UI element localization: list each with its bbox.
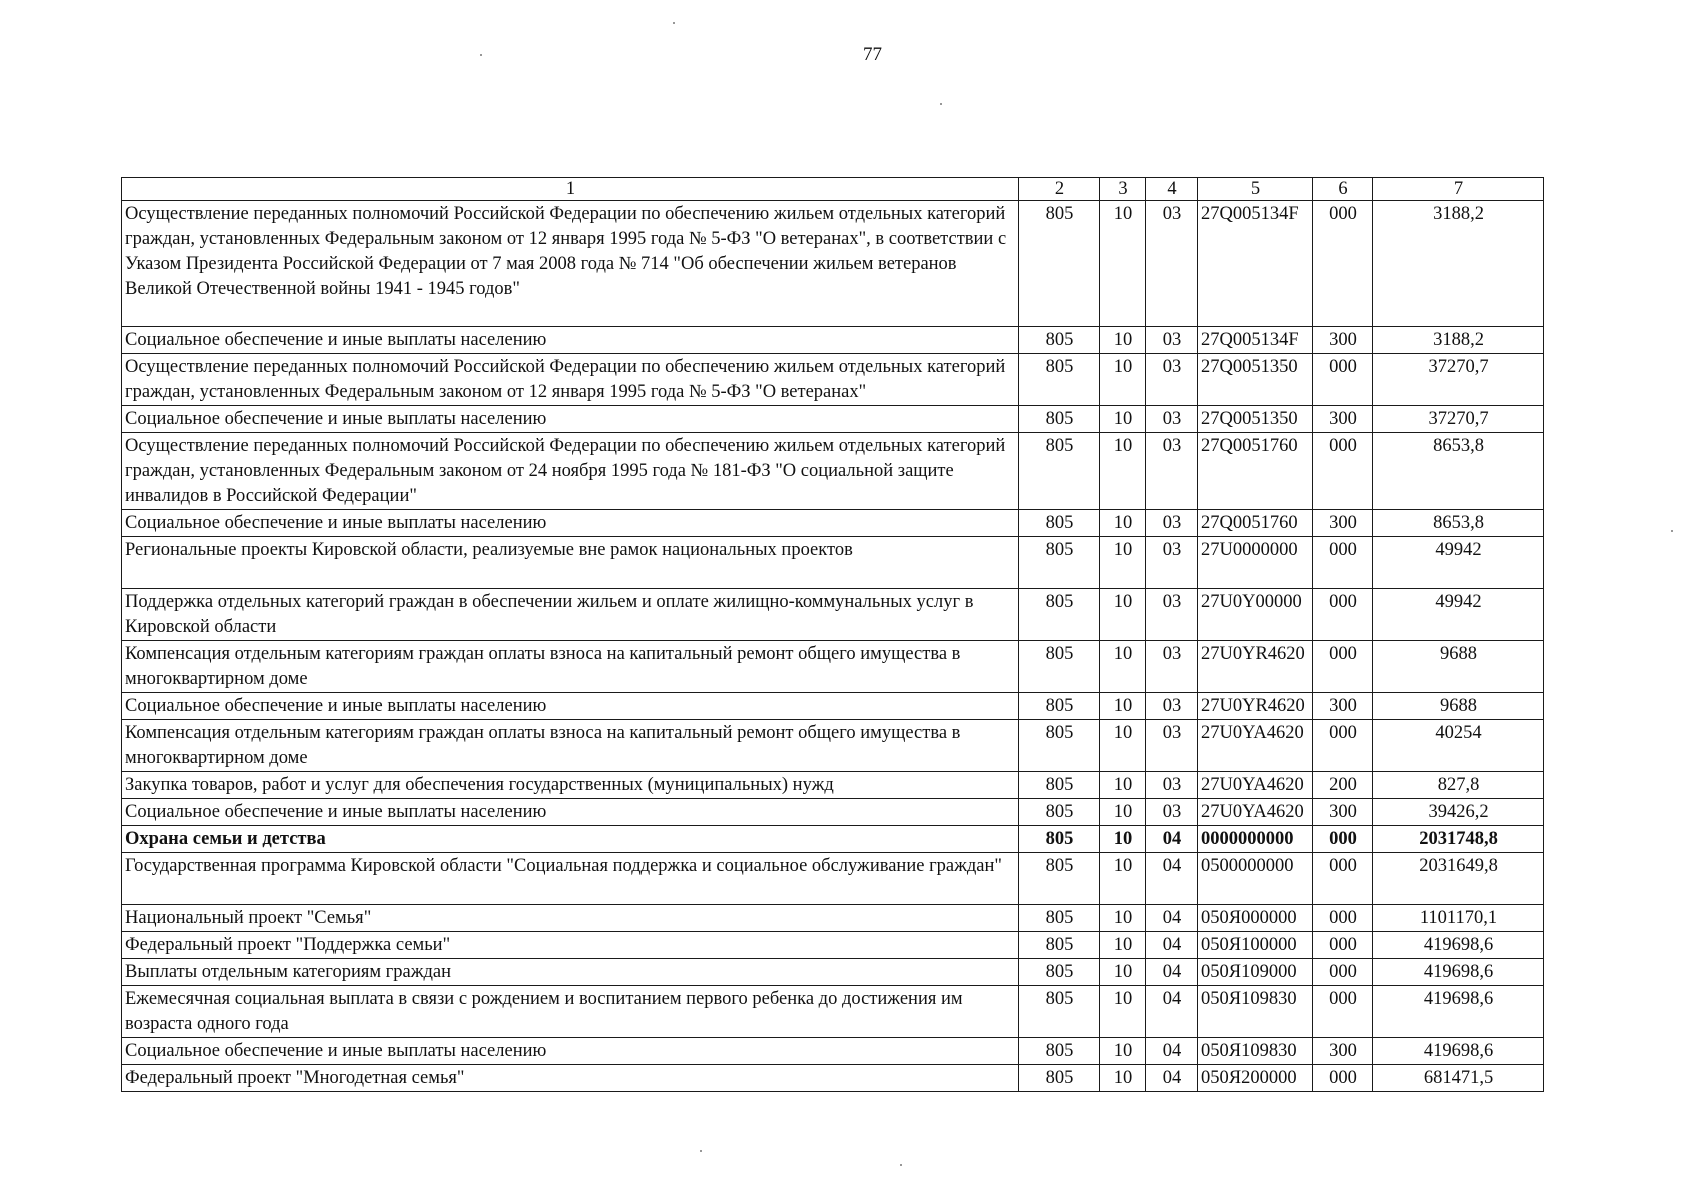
row-name-cell: Социальное обеспечение и иные выплаты населению (122, 406, 1019, 433)
row-name-cell: Осуществление переданных полномочий Российской Федерации по обеспечению жильем отдельных категорий граждан, установленных Федеральным законом от 24 ноября 1995 года № 181-ФЗ "О социальной защите инвалидов в Российской Федерации" (122, 433, 1019, 510)
ministry-code-cell: 805 (1019, 772, 1100, 799)
section-cell: 10 (1100, 799, 1146, 826)
amount-cell: 419698,6 (1373, 959, 1544, 986)
row-name-cell: Осуществление переданных полномочий Российской Федерации по обеспечению жильем отдельных категорий граждан, установленных Федеральным законом от 12 января 1995 года № 5-ФЗ "О ветеранах", в соответствии с Указом Президента Российской Федерации от 7 мая 2008 года № 714 "Об обеспечении жильем ветеранов Великой Отечественной войны 1941 - 1945 годов" (122, 201, 1019, 327)
section-cell: 10 (1100, 201, 1146, 327)
subsection-cell: 04 (1146, 905, 1198, 932)
table-row (122, 799, 1544, 826)
section-cell: 10 (1100, 986, 1146, 1038)
ministry-code-cell: 805 (1019, 693, 1100, 720)
table-row (122, 537, 1544, 589)
table-row (122, 589, 1544, 641)
target-article-cell: 0000000000 (1198, 826, 1313, 853)
row-name-cell: Осуществление переданных полномочий Российской Федерации по обеспечению жильем отдельных категорий граждан, установленных Федеральным законом от 12 января 1995 года № 5-ФЗ "О ветеранах" (122, 354, 1019, 406)
subsection-cell: 03 (1146, 510, 1198, 537)
subsection-cell: 03 (1146, 720, 1198, 772)
expense-type-cell: 000 (1313, 433, 1373, 510)
table-row (122, 1038, 1544, 1065)
target-article-cell: 27U0YA4620 (1198, 799, 1313, 826)
amount-cell: 419698,6 (1373, 1038, 1544, 1065)
row-name-cell: Выплаты отдельным категориям граждан (122, 959, 1019, 986)
table-row (122, 932, 1544, 959)
header-cell: 1 (122, 178, 1019, 201)
header-cell: 6 (1313, 178, 1373, 201)
table-row (122, 959, 1544, 986)
scan-speck (480, 54, 482, 56)
expense-type-cell: 000 (1313, 201, 1373, 327)
amount-cell: 9688 (1373, 641, 1544, 693)
row-name-cell: Закупка товаров, работ и услуг для обеспечения государственных (муниципальных) нужд (122, 772, 1019, 799)
table-row (122, 201, 1544, 327)
section-cell: 10 (1100, 433, 1146, 510)
scan-speck (940, 103, 942, 105)
expense-type-cell: 200 (1313, 772, 1373, 799)
section-cell: 10 (1100, 720, 1146, 772)
ministry-code-cell: 805 (1019, 537, 1100, 589)
amount-cell: 49942 (1373, 589, 1544, 641)
table-row (122, 327, 1544, 354)
expense-type-cell: 000 (1313, 1065, 1373, 1092)
amount-cell: 37270,7 (1373, 406, 1544, 433)
row-name-cell: Социальное обеспечение и иные выплаты населению (122, 327, 1019, 354)
header-cell: 5 (1198, 178, 1313, 201)
table-row (122, 1065, 1544, 1092)
row-name-cell: Федеральный проект "Поддержка семьи" (122, 932, 1019, 959)
scan-speck (673, 22, 675, 24)
table-row (122, 772, 1544, 799)
section-cell: 10 (1100, 959, 1146, 986)
target-article-cell: 27U0YR4620 (1198, 693, 1313, 720)
subsection-cell: 04 (1146, 959, 1198, 986)
section-cell: 10 (1100, 589, 1146, 641)
scan-speck (1671, 530, 1673, 532)
amount-cell: 49942 (1373, 537, 1544, 589)
row-name-cell: Национальный проект "Семья" (122, 905, 1019, 932)
amount-cell: 39426,2 (1373, 799, 1544, 826)
expense-type-cell: 300 (1313, 1038, 1373, 1065)
ministry-code-cell: 805 (1019, 1038, 1100, 1065)
budget-table (121, 177, 1544, 1092)
section-cell: 10 (1100, 693, 1146, 720)
target-article-cell: 27U0000000 (1198, 537, 1313, 589)
amount-cell: 681471,5 (1373, 1065, 1544, 1092)
target-article-cell: 27U0Y00000 (1198, 589, 1313, 641)
row-name-cell: Федеральный проект "Многодетная семья" (122, 1065, 1019, 1092)
section-cell: 10 (1100, 772, 1146, 799)
row-name-cell: Социальное обеспечение и иные выплаты населению (122, 693, 1019, 720)
subsection-cell: 03 (1146, 799, 1198, 826)
table-body (122, 201, 1544, 1092)
row-name-cell: Ежемесячная социальная выплата в связи с рождением и воспитанием первого ребенка до достижения им возраста одного года (122, 986, 1019, 1038)
section-cell: 10 (1100, 354, 1146, 406)
target-article-cell: 27Q005134F (1198, 201, 1313, 327)
subsection-cell: 03 (1146, 772, 1198, 799)
ministry-code-cell: 805 (1019, 589, 1100, 641)
target-article-cell: 27Q0051350 (1198, 406, 1313, 433)
expense-type-cell: 000 (1313, 641, 1373, 693)
amount-cell: 8653,8 (1373, 433, 1544, 510)
target-article-cell: 050Я109830 (1198, 1038, 1313, 1065)
ministry-code-cell: 805 (1019, 986, 1100, 1038)
expense-type-cell: 000 (1313, 720, 1373, 772)
section-cell: 10 (1100, 905, 1146, 932)
ministry-code-cell: 805 (1019, 853, 1100, 905)
subsection-cell: 04 (1146, 986, 1198, 1038)
amount-cell: 8653,8 (1373, 510, 1544, 537)
ministry-code-cell: 805 (1019, 959, 1100, 986)
target-article-cell: 050Я109000 (1198, 959, 1313, 986)
table-row (122, 406, 1544, 433)
subsection-cell: 04 (1146, 826, 1198, 853)
subsection-cell: 04 (1146, 853, 1198, 905)
target-article-cell: 050Я109830 (1198, 986, 1313, 1038)
table-row (122, 641, 1544, 693)
amount-cell: 2031649,8 (1373, 853, 1544, 905)
header-cell: 2 (1019, 178, 1100, 201)
amount-cell: 827,8 (1373, 772, 1544, 799)
row-name-cell: Компенсация отдельным категориям граждан оплаты взноса на капитальный ремонт общего имущества в многоквартирном доме (122, 641, 1019, 693)
subsection-cell: 03 (1146, 201, 1198, 327)
expense-type-cell: 000 (1313, 354, 1373, 406)
row-name-cell: Социальное обеспечение и иные выплаты населению (122, 510, 1019, 537)
amount-cell: 37270,7 (1373, 354, 1544, 406)
section-cell: 10 (1100, 1038, 1146, 1065)
target-article-cell: 050Я100000 (1198, 932, 1313, 959)
expense-type-cell: 300 (1313, 327, 1373, 354)
expense-type-cell: 000 (1313, 826, 1373, 853)
table-row (122, 693, 1544, 720)
amount-cell: 1101170,1 (1373, 905, 1544, 932)
ministry-code-cell: 805 (1019, 826, 1100, 853)
section-cell: 10 (1100, 510, 1146, 537)
target-article-cell: 27Q0051350 (1198, 354, 1313, 406)
header-cell: 7 (1373, 178, 1544, 201)
subsection-cell: 04 (1146, 932, 1198, 959)
target-article-cell: 050Я000000 (1198, 905, 1313, 932)
row-name-cell: Социальное обеспечение и иные выплаты населению (122, 799, 1019, 826)
target-article-cell: 27U0YA4620 (1198, 720, 1313, 772)
section-cell: 10 (1100, 826, 1146, 853)
amount-cell: 9688 (1373, 693, 1544, 720)
section-cell: 10 (1100, 853, 1146, 905)
row-name-cell: Компенсация отдельным категориям граждан оплаты взноса на капитальный ремонт общего имущества в многоквартирном доме (122, 720, 1019, 772)
target-article-cell: 27Q005134F (1198, 327, 1313, 354)
header-row (122, 178, 1544, 201)
amount-cell: 3188,2 (1373, 201, 1544, 327)
ministry-code-cell: 805 (1019, 433, 1100, 510)
ministry-code-cell: 805 (1019, 510, 1100, 537)
expense-type-cell: 000 (1313, 932, 1373, 959)
row-name-cell: Социальное обеспечение и иные выплаты населению (122, 1038, 1019, 1065)
expense-type-cell: 300 (1313, 693, 1373, 720)
subsection-cell: 03 (1146, 641, 1198, 693)
page-number: 77 (863, 44, 882, 65)
amount-cell: 419698,6 (1373, 932, 1544, 959)
section-cell: 10 (1100, 1065, 1146, 1092)
subsection-cell: 03 (1146, 354, 1198, 406)
ministry-code-cell: 805 (1019, 641, 1100, 693)
header-cell: 3 (1100, 178, 1146, 201)
ministry-code-cell: 805 (1019, 406, 1100, 433)
table-row (122, 826, 1544, 853)
target-article-cell: 050Я200000 (1198, 1065, 1313, 1092)
ministry-code-cell: 805 (1019, 201, 1100, 327)
ministry-code-cell: 805 (1019, 905, 1100, 932)
row-name-cell: Региональные проекты Кировской области, реализуемые вне рамок национальных проектов (122, 537, 1019, 589)
ministry-code-cell: 805 (1019, 932, 1100, 959)
expense-type-cell: 300 (1313, 406, 1373, 433)
target-article-cell: 27U0YR4620 (1198, 641, 1313, 693)
header-cell: 4 (1146, 178, 1198, 201)
expense-type-cell: 000 (1313, 905, 1373, 932)
target-article-cell: 27U0YA4620 (1198, 772, 1313, 799)
expense-type-cell: 300 (1313, 799, 1373, 826)
expense-type-cell: 000 (1313, 589, 1373, 641)
section-cell: 10 (1100, 932, 1146, 959)
table-row (122, 986, 1544, 1038)
ministry-code-cell: 805 (1019, 354, 1100, 406)
subsection-cell: 03 (1146, 327, 1198, 354)
scan-speck (900, 1164, 902, 1166)
amount-cell: 419698,6 (1373, 986, 1544, 1038)
row-name-cell: Поддержка отдельных категорий граждан в обеспечении жильем и оплате жилищно-коммунальных услуг в Кировской области (122, 589, 1019, 641)
amount-cell: 3188,2 (1373, 327, 1544, 354)
target-article-cell: 27Q0051760 (1198, 510, 1313, 537)
table-row (122, 853, 1544, 905)
section-cell: 10 (1100, 537, 1146, 589)
table-row (122, 354, 1544, 406)
expense-type-cell: 000 (1313, 853, 1373, 905)
subsection-cell: 03 (1146, 589, 1198, 641)
section-cell: 10 (1100, 327, 1146, 354)
expense-type-cell: 000 (1313, 959, 1373, 986)
subsection-cell: 04 (1146, 1038, 1198, 1065)
table-row (122, 905, 1544, 932)
table-row (122, 720, 1544, 772)
section-cell: 10 (1100, 406, 1146, 433)
expense-type-cell: 000 (1313, 986, 1373, 1038)
subsection-cell: 03 (1146, 406, 1198, 433)
target-article-cell: 0500000000 (1198, 853, 1313, 905)
ministry-code-cell: 805 (1019, 799, 1100, 826)
amount-cell: 40254 (1373, 720, 1544, 772)
row-name-cell: Государственная программа Кировской области "Социальная поддержка и социальное обслуживание граждан" (122, 853, 1019, 905)
target-article-cell: 27Q0051760 (1198, 433, 1313, 510)
section-cell: 10 (1100, 641, 1146, 693)
row-name-cell: Охрана семьи и детства (122, 826, 1019, 853)
table-row (122, 510, 1544, 537)
scan-speck (700, 1150, 702, 1152)
ministry-code-cell: 805 (1019, 720, 1100, 772)
amount-cell: 2031748,8 (1373, 826, 1544, 853)
table-row (122, 433, 1544, 510)
ministry-code-cell: 805 (1019, 327, 1100, 354)
subsection-cell: 03 (1146, 537, 1198, 589)
expense-type-cell: 300 (1313, 510, 1373, 537)
expense-type-cell: 000 (1313, 537, 1373, 589)
subsection-cell: 04 (1146, 1065, 1198, 1092)
ministry-code-cell: 805 (1019, 1065, 1100, 1092)
subsection-cell: 03 (1146, 693, 1198, 720)
subsection-cell: 03 (1146, 433, 1198, 510)
